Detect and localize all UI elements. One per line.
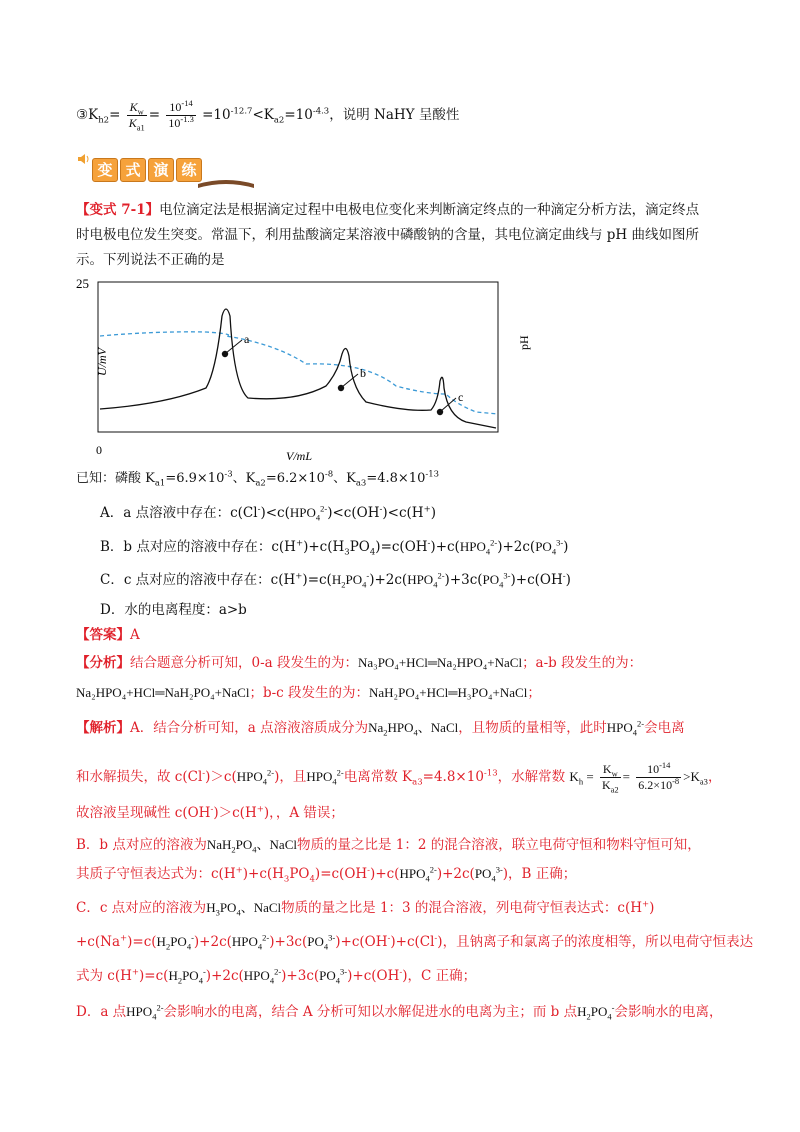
label-a: a — [244, 332, 250, 346]
explain-c-line-1: C．c 点对应的溶液为$H_3PO_4$、NaCl物质的量之比是 1：3 的混合溶液，列电荷守恒表达式：c(H+) — [76, 899, 655, 918]
titration-chart — [76, 276, 536, 466]
answer-line: 【答案】A — [76, 627, 140, 643]
explain-a-line-3: 故溶液呈现碱性 c(OH-)＞c(H+)，，A 错误； — [76, 804, 344, 821]
question-line-3: 示。下列说法不正确的是 — [76, 252, 225, 268]
potential-curve — [100, 309, 496, 428]
question-line-1: 【变式 7-1】电位滴定法是根据滴定过程中电极电位变化来判断滴定终点的一种滴定分析方法，滴定终点 — [76, 202, 700, 218]
banner-char: 式 — [120, 158, 146, 182]
origin-label: 0 — [96, 443, 102, 457]
option-a: A．a 点溶液中存在：$c(Cl^-)<c(HPO_4^{2-})<c(OH^-)<c(H^+)$ — [100, 503, 436, 523]
book-icon — [196, 176, 256, 190]
label-c: c — [458, 390, 464, 404]
formula-line: $③K_{h2}=$ $\frac{K_w}{K_{a1}}$ = $\frac{10^{-14}}{10^{-1.3}}$ $=10^{-12.7}<K_{a2}=10^{-4.3}$，说明 NaHY 呈酸性 — [76, 98, 460, 133]
explain-b-line-2: 其质子守恒表达式为：$c(H^+)+c(H_3PO_4)=c(OH^-)+c(HPO_4^{2-})+2c(PO_4^{3-})$，B 正确； — [76, 864, 577, 885]
option-d: D．水的电离程度：a>b — [100, 602, 247, 618]
option-b: B．b 点对应的溶液中存在：$c(H^+)+c(H_3PO_4)=c(OH^-)+c(HPO_4^{2-})+2c(PO_4^{3-})$ — [100, 537, 569, 558]
explain-c-line-3: 式为 $c(H^+)=c(H_2PO_4^-)+2c(HPO_4^{2-})+3c(PO_4^{3-})+c(OH^-)$，C 正确； — [76, 966, 477, 986]
analysis-line-1: 【分析】结合题意分析可知，0-a 段发生的为：Na₃PO₄+HCl═Na₂HPO₄+NaCl；a-b 段发生的为： — [76, 655, 643, 671]
explain-a-line-1: 【解析】A．结合分析可知，a 点溶液溶质成分为$Na_2HPO_4$、NaCl，且物质的量相等，此时$HPO_4^{2-}$会电离 — [76, 718, 685, 738]
explain-c-line-2: $+c(Na^+)=c(H_2PO_4^-)+2c(HPO_4^{2-})+3c(PO_4^{3-})+c(OH^-)+c(Cl^-)$，且钠离子和氯离子的浓度相等，所以电荷守恒表达 — [76, 932, 754, 952]
explain-a-line-2: 和水解损失，故 $c(Cl^-)>c(HPO_4^{2-})$，且$HPO_4^{2-}$电离常数 $K_{a3}=4.8\times 10^{-13}$，水解常数 $K_h$ = $\frac{K_w}{K_{a2}}$ = $\frac{10^{-14}}{6.2\times 10^{-8}}$ $>K_{a3}$， — [76, 760, 722, 795]
speaker-icon — [76, 152, 90, 166]
label-b: b — [360, 366, 366, 380]
y2-axis-label: pH — [517, 335, 531, 350]
y-top-tick: 25 — [76, 276, 89, 291]
fraction-powers: $\frac{10^{-14}}{10^{-1.3}}$ — [168, 98, 194, 130]
option-c: C．c 点对应的溶液中存在：$c(H^+)=c(H_2PO_4^-)+2c(HPO_4^{2-})+3c(PO_4^{3-})+c(OH^-)$ — [100, 570, 571, 590]
explain-d-line-1: D．a 点$HPO_4^{2-}$会影响水的电离，结合 A 分析可知以水解促进水的电离为主；而 b 点$H_2PO_4^-$会影响水的电离， — [76, 1002, 723, 1022]
banner-char: 练 — [176, 158, 202, 182]
question-line-2: 时电极电位发生突变。常温下，利用盐酸滴定某溶液中磷酸钠的含量，其电位滴定曲线与 pH 曲线如图所 — [76, 227, 699, 243]
fraction-kw-ka1: $\frac{K_w}{K_{a1}}$ — [128, 100, 145, 133]
known-constants: 已知：磷酸 $K_{a1}=6.9\times 10^{-3}$、$K_{a2}=6.2\times 10^{-8}$、$K_{a3}=4.8\times 10^{-13}$ — [76, 469, 440, 489]
analysis-line-2: Na₂HPO₄+HCl═NaH₂PO₄+NaCl；b-c 段发生的为：NaH₂PO₄+HCl═H₃PO₄+NaCl； — [76, 685, 541, 701]
x-axis-label: V/mL — [286, 449, 313, 463]
banner-char: 演 — [148, 158, 174, 182]
explain-b-line-1: B．b 点对应的溶液为$NaH_2PO_4$、NaCl物质的量之比是 1：2 的混合溶液，联立电荷守恒和物料守恒可知， — [76, 837, 701, 855]
y-axis-label: U/mV — [95, 348, 109, 376]
banner-char: 变 — [92, 158, 118, 182]
section-banner — [76, 150, 246, 190]
plot-frame — [98, 282, 498, 432]
